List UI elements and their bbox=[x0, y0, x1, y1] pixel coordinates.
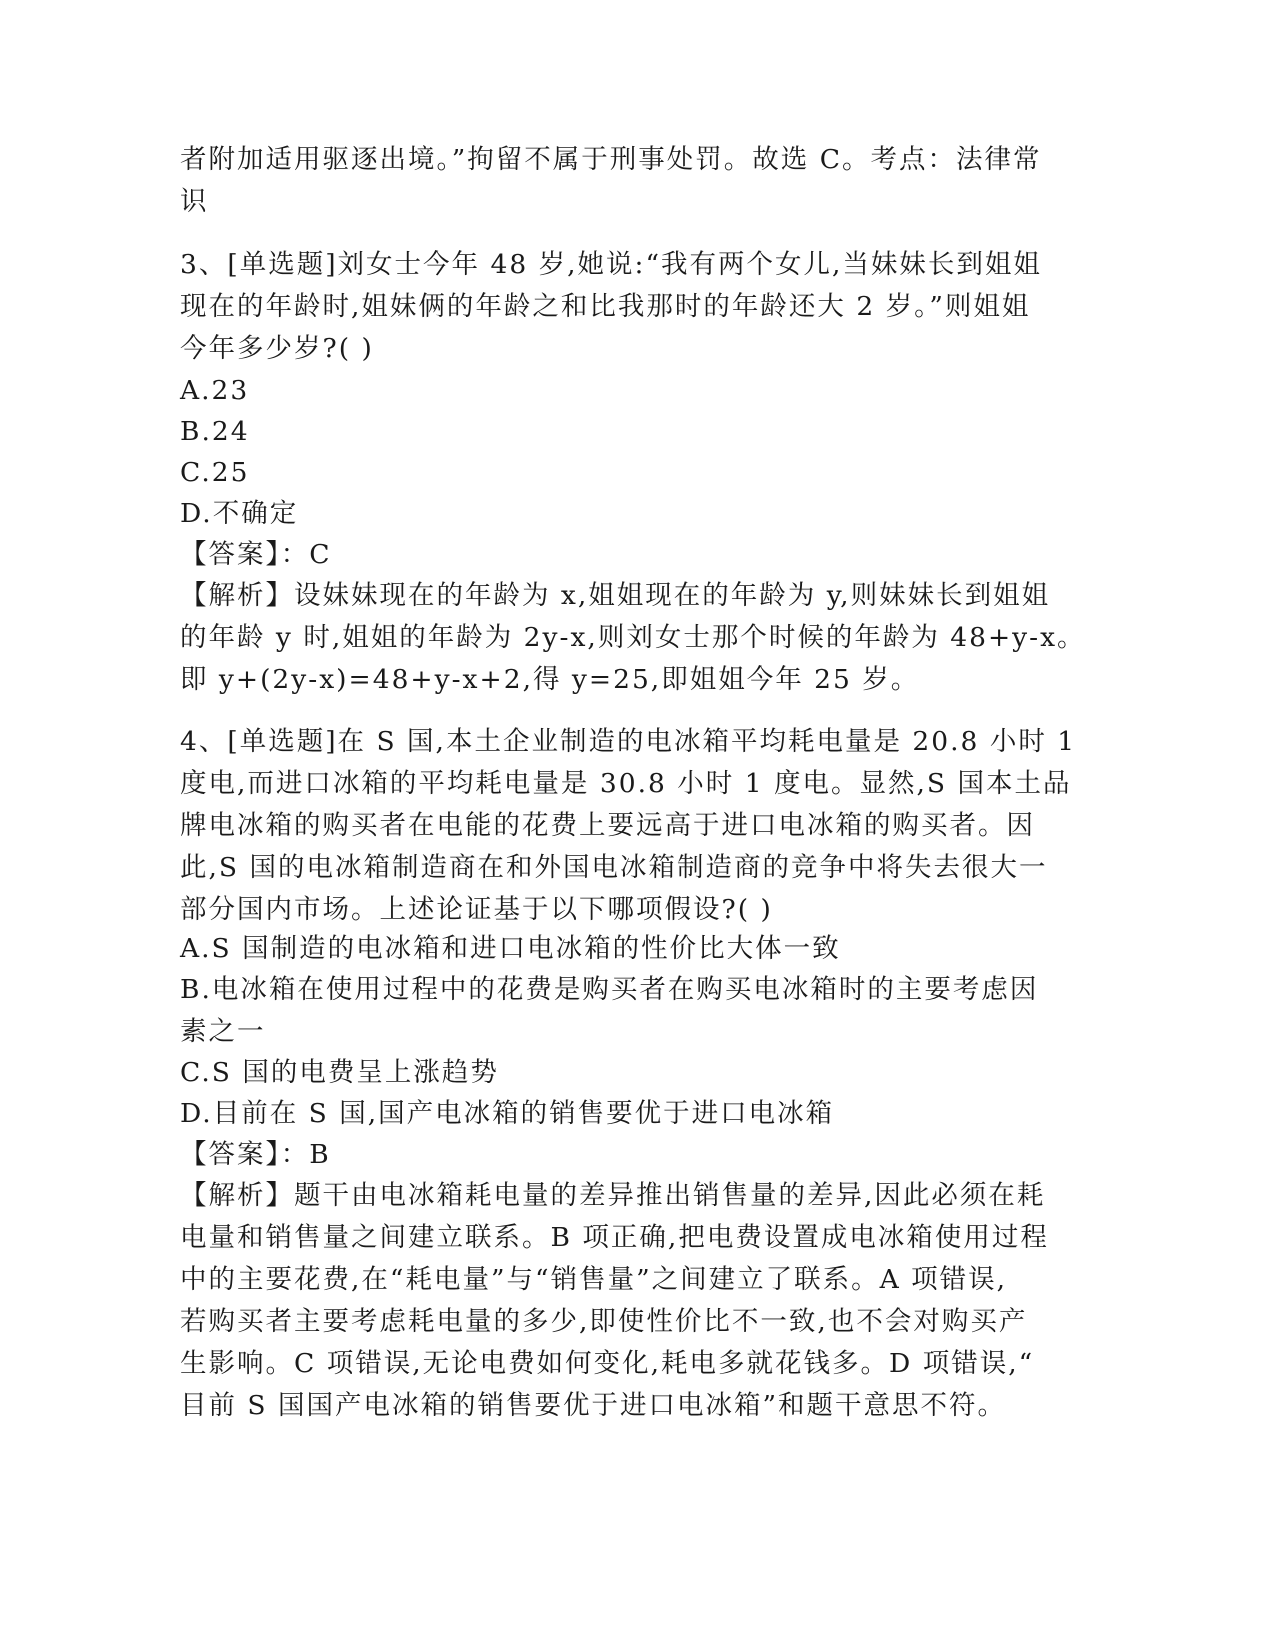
text-line: 者附加适用驱逐出境。”拘留不属于刑事处罚。故选 C。考点：法律常 bbox=[180, 144, 1042, 175]
question-3-option-c: C.25 bbox=[180, 457, 250, 488]
question-3-answer: 【答案】：C bbox=[180, 539, 332, 570]
question-4-explanation: 电量和销售量之间建立联系。B 项正确,把电费设置成电冰箱使用过程 bbox=[180, 1222, 1049, 1253]
text-line: 识 bbox=[180, 186, 209, 217]
question-4-explanation: 若购买者主要考虑耗电量的多少,即使性价比不一致,也不会对购买产 bbox=[180, 1306, 1028, 1337]
question-3-option-b: B.24 bbox=[180, 416, 250, 447]
question-4-explanation: 目前 S 国国产电冰箱的销售要优于进口电冰箱”和题干意思不符。 bbox=[180, 1390, 1007, 1421]
question-3-stem: 3、[单选题]刘女士今年 48 岁,她说:“我有两个女儿,当妹妹长到姐姐 bbox=[180, 249, 1042, 280]
question-4-option-d: D.目前在 S 国,国产电冰箱的销售要优于进口电冰箱 bbox=[180, 1098, 835, 1129]
question-3-stem: 现在的年龄时,姐妹俩的年龄之和比我那时的年龄还大 2 岁。”则姐姐 bbox=[180, 291, 1031, 322]
question-4-explanation: 【解析】题干由电冰箱耗电量的差异推出销售量的差异,因此必须在耗 bbox=[180, 1180, 1046, 1211]
question-4-answer: 【答案】：B bbox=[180, 1139, 331, 1170]
question-4-stem: 部分国内市场。上述论证基于以下哪项假设?( ) bbox=[180, 894, 773, 925]
question-4-explanation: 中的主要花费,在“耗电量”与“销售量”之间建立了联系。A 项错误, bbox=[180, 1264, 1008, 1295]
question-3-explanation: 的年龄 y 时,姐姐的年龄为 2y-x,则刘女士那个时候的年龄为 48+y-x。 bbox=[180, 622, 1086, 653]
question-3-option-d: D.不确定 bbox=[180, 498, 299, 529]
question-3-stem: 今年多少岁?( ) bbox=[180, 333, 374, 364]
question-4-option-b: B.电冰箱在使用过程中的花费是购买者在购买电冰箱时的主要考虑因 bbox=[180, 974, 1039, 1005]
question-3-explanation: 即 y+(2y-x)=48+y-x+2,得 y=25,即姐姐今年 25 岁。 bbox=[180, 664, 920, 695]
question-3-explanation: 【解析】设妹妹现在的年龄为 x,姐姐现在的年龄为 y,则妹妹长到姐姐 bbox=[180, 580, 1051, 611]
question-4-explanation: 生影响。C 项错误,无论电费如何变化,耗电多就花钱多。D 项错误,“ bbox=[180, 1348, 1035, 1379]
question-4-stem: 度电,而进口冰箱的平均耗电量是 30.8 小时 1 度电。显然,S 国本土品 bbox=[180, 768, 1072, 799]
question-4-stem: 牌电冰箱的购买者在电能的花费上要远高于进口电冰箱的购买者。因 bbox=[180, 810, 1035, 841]
question-3-option-a: A.23 bbox=[180, 375, 250, 406]
question-4-option-a: A.S 国制造的电冰箱和进口电冰箱的性价比大体一致 bbox=[180, 933, 841, 964]
question-4-option-c: C.S 国的电费呈上涨趋势 bbox=[180, 1057, 499, 1088]
question-4-stem: 4、[单选题]在 S 国,本土企业制造的电冰箱平均耗电量是 20.8 小时 1 bbox=[180, 726, 1077, 757]
question-4-option-b: 素之一 bbox=[180, 1016, 266, 1047]
question-4-stem: 此,S 国的电冰箱制造商在和外国电冰箱制造商的竞争中将失去很大一 bbox=[180, 852, 1048, 883]
